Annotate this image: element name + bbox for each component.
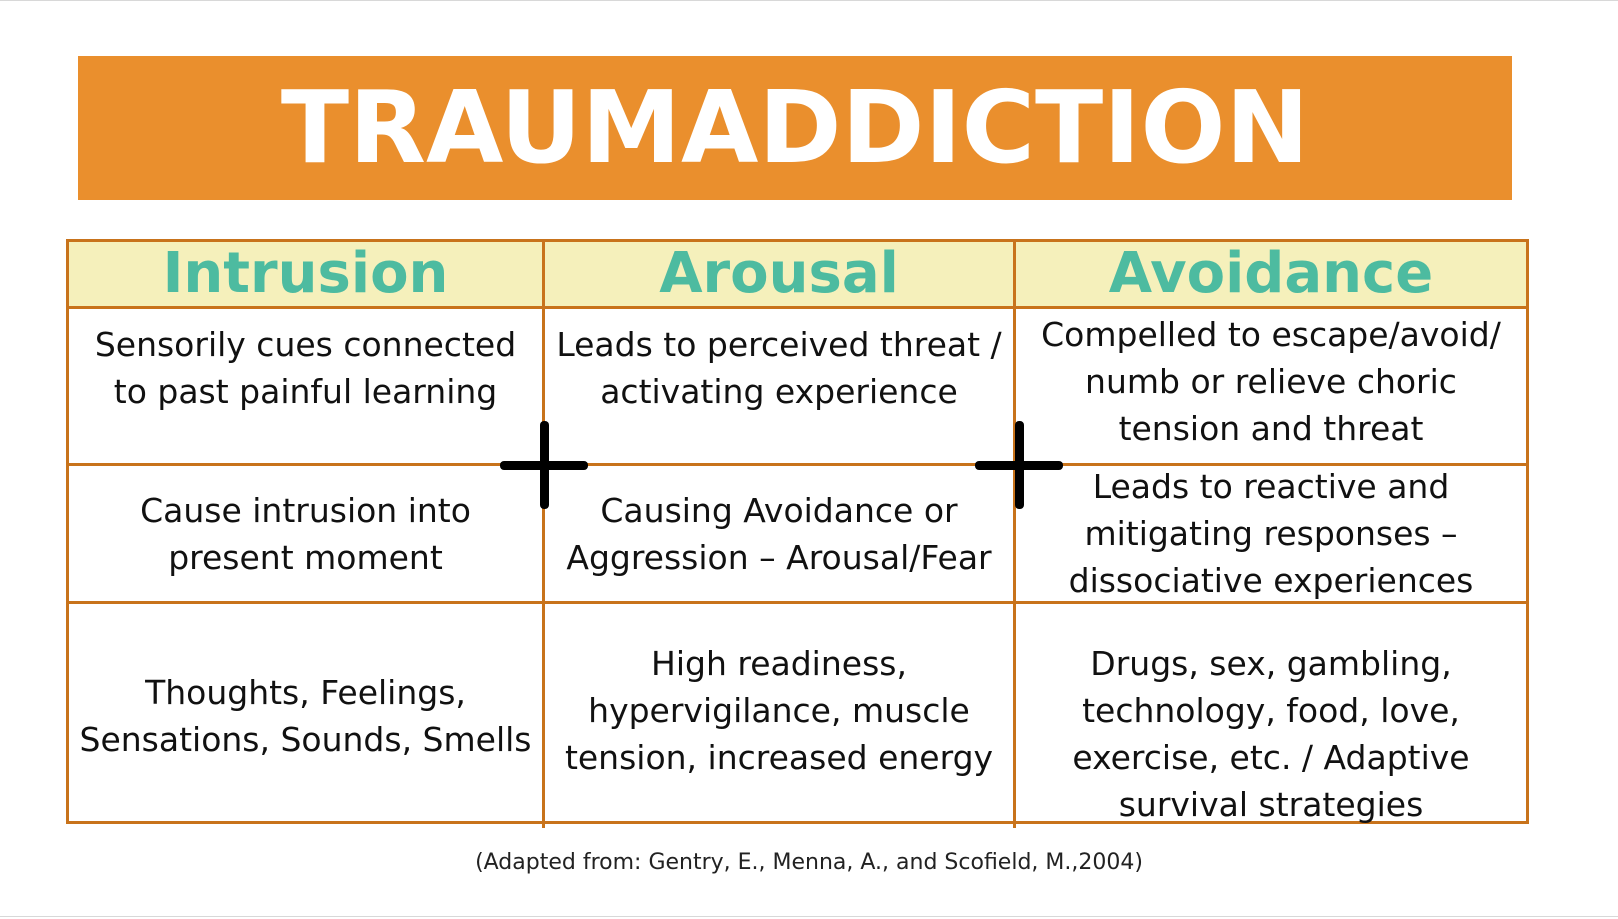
cell-text: Thoughts, Feelings, Sensations, Sounds, Smells <box>79 673 532 759</box>
cell-text: High readiness, hypervigilance, muscle tension, increased energy <box>564 644 994 777</box>
cell-text: Compelled to escape/avoid/ numb or relieve choric tension and threat <box>1041 315 1501 448</box>
cell-text: Cause intrusion into present moment <box>140 490 471 577</box>
cell-text: Sensorily cues connected to past painful learning <box>94 325 517 411</box>
title-banner <box>78 56 1512 200</box>
column-header-arousal: Arousal <box>545 242 1016 309</box>
page-title: TRAUMADDICTION <box>280 69 1310 186</box>
column-header-intrusion: Intrusion <box>69 242 545 309</box>
table-cell <box>69 309 545 466</box>
table-cell <box>545 309 1016 466</box>
table-cell <box>1016 309 1526 466</box>
table-cell <box>1016 604 1526 828</box>
plus-icon <box>975 421 1063 509</box>
cell-text: Leads to reactive and mitigating responses – dissociative experiences <box>1068 467 1474 600</box>
cell-text: Leads to perceived threat / activating experience <box>556 325 1002 411</box>
table-cell <box>545 466 1016 604</box>
table-cell <box>545 604 1016 828</box>
plus-icon <box>500 421 588 509</box>
table-cell <box>1016 466 1526 604</box>
cell-text: Drugs, sex, gambling, technology, food, love, exercise, etc. / Adaptive survival strategies <box>1072 644 1470 824</box>
slide-top-border <box>0 0 1618 1</box>
trauma-table <box>66 239 1529 824</box>
table-cell <box>69 604 545 828</box>
citation: (Adapted from: Gentry, E., Menna, A., and Scofield, M.,2004) <box>475 850 1143 875</box>
cell-text: Causing Avoidance or Aggression – Arousal/Fear <box>566 490 992 577</box>
table-cell <box>69 466 545 604</box>
slide-bottom-border <box>0 916 1618 917</box>
column-header-avoidance: Avoidance <box>1016 242 1526 309</box>
